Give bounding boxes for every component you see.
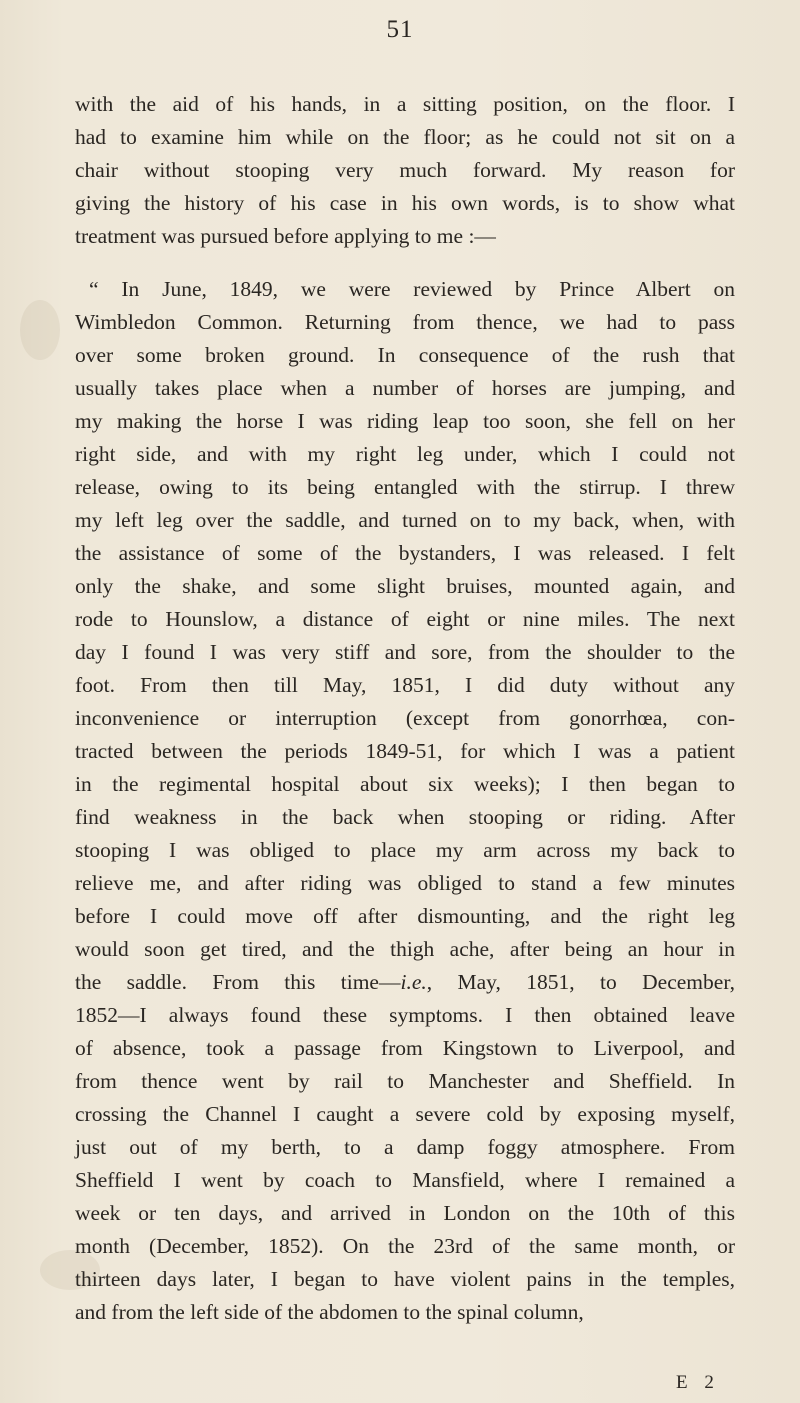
- text-line: usually takes place when a number of horses are jumping, and: [75, 376, 735, 400]
- text-line: find weakness in the back when stooping or riding. After: [75, 805, 735, 829]
- text-line: of absence, took a passage from Kingstown to Liverpool, and: [75, 1036, 735, 1060]
- text-line: stooping I was obliged to place my arm across my back to: [75, 838, 735, 862]
- text-line: my making the horse I was riding leap too soon, she fell on her: [75, 409, 735, 433]
- text-line: Sheffield I went by coach to Mansfield, where I remained a: [75, 1168, 735, 1192]
- paragraph: [75, 273, 735, 1329]
- text-line: would soon get tired, and the thigh ache, after being an hour in: [75, 937, 735, 961]
- text-line: my left leg over the saddle, and turned on to my back, when, with: [75, 508, 735, 532]
- paragraph: [75, 88, 735, 253]
- text-line: the assistance of some of the bystanders, I was released. I felt: [75, 541, 735, 565]
- text-line: Wimbledon Common. Returning from thence, we had to pass: [75, 310, 735, 334]
- text-line: thirteen days later, I began to have violent pains in the temples,: [75, 1267, 735, 1291]
- text-line: foot. From then till May, 1851, I did duty without any: [75, 673, 735, 697]
- text-line: crossing the Channel I caught a severe cold by exposing myself,: [75, 1102, 735, 1126]
- text-line: only the shake, and some slight bruises, mounted again, and: [75, 574, 735, 598]
- text-line: chair without stooping very much forward. My reason for: [75, 158, 735, 182]
- text-line: tracted between the periods 1849-51, for which I was a patient: [75, 739, 735, 763]
- text-line: week or ten days, and arrived in London on the 10th of this: [75, 1201, 735, 1225]
- text-line: and from the left side of the abdomen to the spinal column,: [75, 1300, 584, 1324]
- text-line: the saddle. From this time—i.e., May, 1851, to December,: [75, 970, 735, 994]
- text-line: inconvenience or interruption (except from gonorrhœa, con-: [75, 706, 735, 730]
- text-line: “ In June, 1849, we were reviewed by Prince Albert on: [89, 277, 735, 301]
- text-line: rode to Hounslow, a distance of eight or nine miles. The next: [75, 607, 735, 631]
- text-line: right side, and with my right leg under, which I could not: [75, 442, 735, 466]
- text-line: with the aid of his hands, in a sitting position, on the floor. I: [75, 92, 735, 116]
- text-line: 1852—I always found these symptoms. I then obtained leave: [75, 1003, 735, 1027]
- paper-stain: [20, 300, 60, 360]
- body-text: [75, 88, 735, 1329]
- text-line: release, owing to its being entangled with the stirrup. I threw: [75, 475, 735, 499]
- paragraph-gap: [75, 253, 735, 273]
- text-line: month (December, 1852). On the 23rd of the same month, or: [75, 1234, 735, 1258]
- text-line: had to examine him while on the floor; as he could not sit on a: [75, 125, 735, 149]
- text-line: over some broken ground. In consequence of the rush that: [75, 343, 735, 367]
- text-line: giving the history of his case in his own words, is to show what: [75, 191, 735, 215]
- text-line: before I could move off after dismounting, and the right leg: [75, 904, 735, 928]
- text-line: day I found I was very stiff and sore, from the shoulder to the: [75, 640, 735, 664]
- text-line: treatment was pursued before applying to me :—: [75, 224, 496, 248]
- text-line: from thence went by rail to Manchester and Sheffield. In: [75, 1069, 735, 1093]
- text-line: just out of my berth, to a damp foggy atmosphere. From: [75, 1135, 735, 1159]
- signature-mark: E 2: [676, 1372, 720, 1393]
- italic-abbreviation: i.e.: [400, 970, 427, 994]
- text-line: in the regimental hospital about six weeks); I then began to: [75, 772, 735, 796]
- page-number: 51: [386, 16, 414, 43]
- text-line: relieve me, and after riding was obliged to stand a few minutes: [75, 871, 735, 895]
